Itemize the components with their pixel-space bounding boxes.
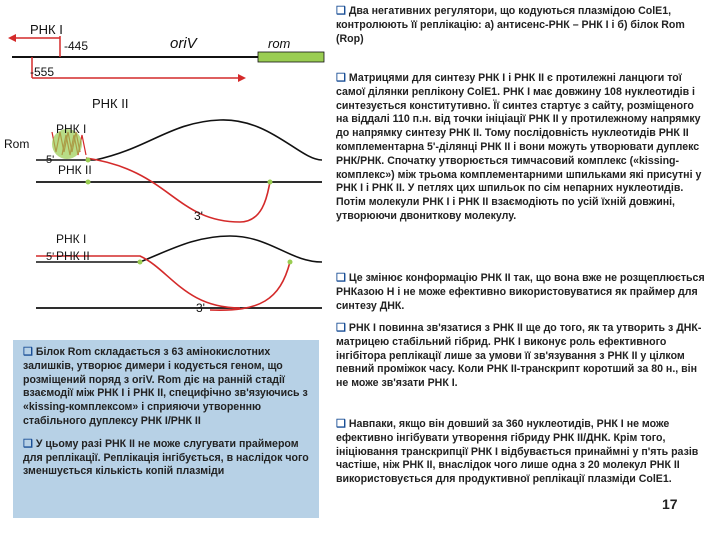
five-prime-a-label: 5' — [46, 154, 55, 166]
five-prime-b-label: 5' — [46, 251, 55, 263]
rom-info-box — [13, 340, 319, 518]
dot-a1 — [86, 158, 91, 163]
rnk1-arrowhead — [8, 34, 16, 42]
bullet-icon: ❑ — [336, 72, 346, 84]
rnk2-top-label: РНК II — [92, 96, 129, 111]
kissing-complex-panel — [4, 120, 322, 223]
left-paragraph-2: ❑ У цьому разі РНК II не може слугувати праймером для реплікації. Реплікація інгібується, в наслідок чого зменшується кількість копій плазміди — [23, 437, 309, 478]
rom-gene-label: rom — [268, 36, 291, 51]
three-prime-a-label: 3' — [194, 209, 203, 223]
right-paragraph-5: ❑ Навпаки, якщо він довший за 360 нуклеотидів, РНК I не може ефективно інгібувати утворення гібриду РНК II/ДНК. Крім того, ініціювання транскрипції РНК I відбувається принаймні у п'ять разів частіше, ніж РНК II, внаслідок чого лише одна з 20 молекул РНК II використовується для продуктивної реплікації плазміди ColE1. — [336, 418, 699, 486]
right-paragraph-4: ❑ РНК I повинна зв'язатися з РНК II ще до того, як та утворить з ДНК-матрицею стабільний гібрид. РНК I виконує роль ефективного інгібітора реплікації лише за умови її зв'язування з РНК II у цілком певний проміжок часу. Коли РНК II-транскрипт коротший за 80 н., він не може зв'язати РНК I. — [336, 322, 702, 390]
rnk1-b-label: РНК I — [56, 232, 87, 246]
right-paragraph-1: ❑ Два негативних регулятори, що кодуються плазмідою ColE1, контролюють її реплікацію: а) антисенс-РНК – РНК I і б) білок Rom (Rop) — [336, 5, 685, 45]
right-paragraph-3: ❑ Це змінює конформацію РНК II так, що вона вже не розщеплюється РНКазою Н і не може ефективно використовуватися як праймер для синтезу ДНК. — [336, 272, 705, 312]
map-section — [8, 22, 324, 111]
pos-555-label: -555 — [30, 65, 55, 79]
rnk2-a-label: РНК II — [58, 163, 92, 177]
rom-gene-box — [258, 52, 324, 62]
dot-a2 — [86, 180, 91, 185]
dot-b2 — [288, 260, 293, 265]
page-number: 17 — [662, 496, 678, 512]
bullet-icon: ❑ — [336, 322, 346, 334]
rnk1-top-label: РНК I — [30, 22, 63, 37]
rnk1-rnk2-duplex — [36, 256, 240, 308]
bullet-icon: ❑ — [23, 346, 33, 358]
replication-diagram — [0, 0, 330, 330]
duplex-panel — [36, 232, 322, 315]
bullet-icon: ❑ — [336, 5, 346, 17]
oriV-label: oriV — [170, 35, 197, 52]
right-paragraph-2: ❑ Матрицями для синтезу РНК I і РНК II є протилежні ланцюги тої самої ділянки реплікону ColE1. РНК I має довжину 108 нуклеотидів і синтезується конститутивно. Її синтез стартує з сайту, розміщеного на віддалі 110 п.н. від точки ініціації РНК II у протилежному напрямку до напрямку синтезу РНК II. Тому послідовність нуклеотидів РНК II комплементарна 5'-ділянці РНК II і вони можуть утворювати дуплекс РНК/РНК. Спочатку утворюється тимчасовий комплекс («kissing-комплекс») між трьома комплементарними шпильками які присутні у РНК I і РНК II. У петлях цих шпильок по сім непарних нуклеотидів. Потім молекули РНК I і РНК II взаємодіють по усій їхній довжині, утворюючи двониткову молекулу. — [336, 72, 702, 222]
left-paragraph-1: ❑ Білок Rom складається з 63 амінокислотних залишків, утворює димери і кодується геном, що розміщений поряд з oriV. Rom діє на ранній стадії взаємодії між РНК I і РНК II, специфічно зв'язуючись з «kissing-комплексом» і сприяючи утворенню стабільного дуплексу РНК I/РНК II — [23, 346, 308, 427]
dot-b1 — [138, 260, 143, 265]
rnk2-transcript-a — [86, 158, 270, 222]
three-prime-b-label: 3' — [196, 301, 205, 315]
rnk1-a-label: РНК I — [56, 122, 87, 136]
rom-label: Rom — [4, 137, 30, 151]
pos-445-label: -445 — [64, 39, 89, 53]
dot-a3 — [268, 180, 273, 185]
bullet-icon: ❑ — [23, 437, 33, 450]
rnk2-arrowhead — [238, 74, 246, 82]
bullet-icon: ❑ — [336, 418, 346, 430]
bullet-icon: ❑ — [336, 272, 346, 284]
rnk2-transcript-b — [210, 262, 290, 310]
rnk2-b-label: РНК II — [56, 249, 90, 263]
